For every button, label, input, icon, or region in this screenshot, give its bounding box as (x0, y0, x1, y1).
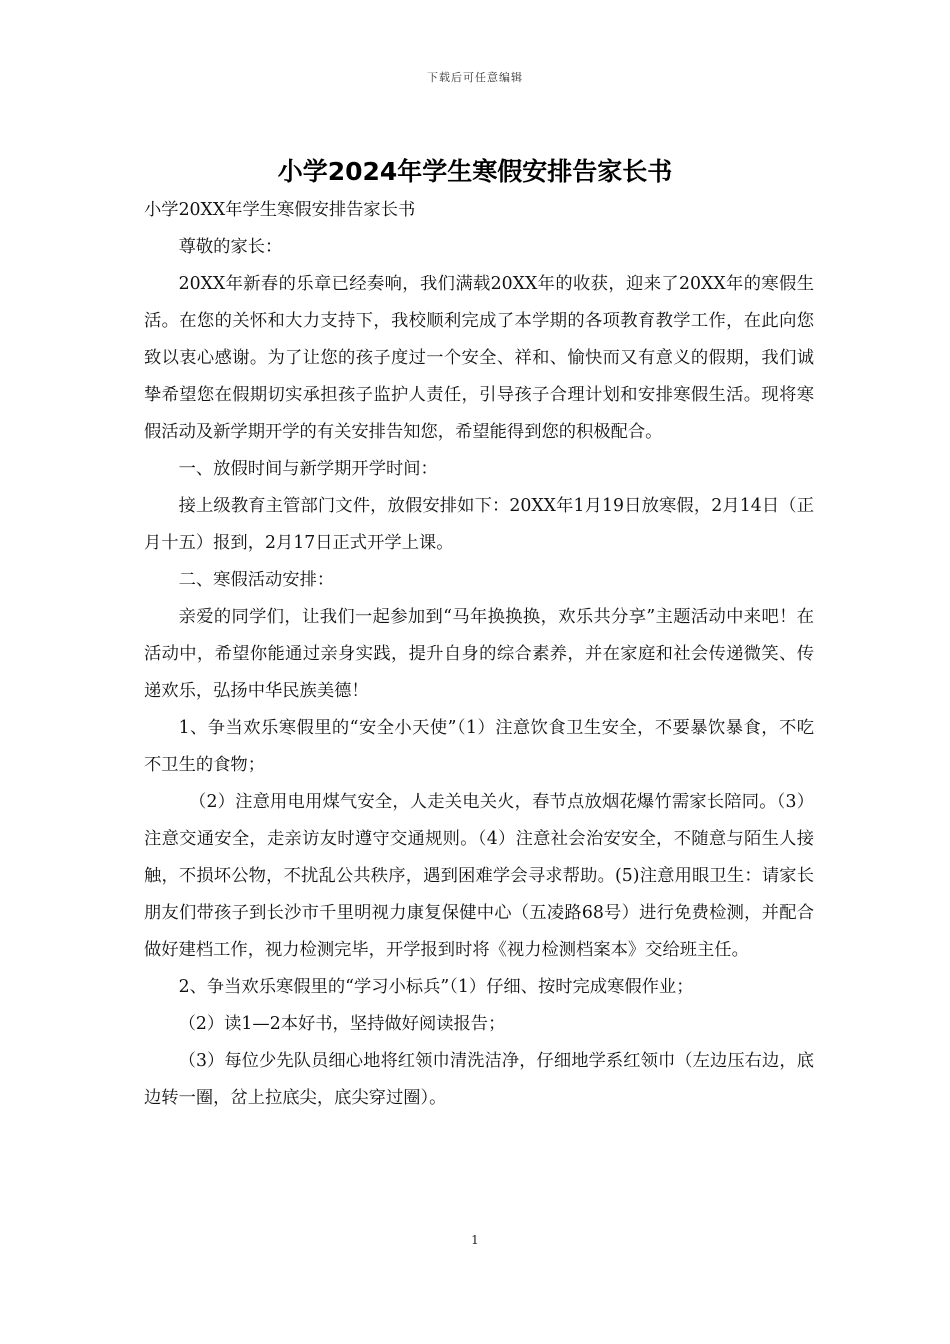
document-title: 小学2024年学生寒假安排告家长书 (277, 157, 673, 186)
page-number: 1 (471, 1233, 479, 1247)
intro-paragraph: 20XX年新春的乐章已经奏响，我们满载20XX年的收获，迎来了20XX年的寒假生活。在您的关怀和大力支持下，我校顺利完成了本学期的各项教育教学工作，在此向您致以衷心感谢。为了让您的孩子度过一个安全、祥和、愉快而又有意义的假期，我们诚挚希望您在假期切实承担孩子监护人责任，引导孩子合理计划和安排寒假生活。现将寒假活动及新学期开学的有关安排告知您，希望能得到您的积极配合。 (144, 274, 814, 442)
subtitle-paragraph: 小学20XX年学生寒假安排告家长书 (144, 200, 416, 220)
section-heading-1: 一、放假时间与新学期开学时间： (178, 459, 438, 479)
study-item-3: （3）每位少先队员细心地将红领巾清洗洁净，仔细地学系红领巾（左边压右边，底边转一圈，岔上拉底尖，底尖穿过圈）。 (144, 1051, 814, 1108)
header-note: 下载后可任意编辑 (427, 71, 523, 84)
document-body (144, 192, 814, 1117)
schedule-paragraph: 接上级教育主管部门文件，放假安排如下：20XX年1月19日放寒假，2月14日（正月十五）报到，2月17日正式开学上课。 (144, 496, 814, 553)
section-heading-2: 二、寒假活动安排： (178, 570, 335, 590)
safety-item-1: 1、争当欢乐寒假里的“安全小天使”（1）注意饮食卫生安全，不要暴饮暴食，不吃不卫生的食物； (144, 718, 814, 775)
study-item-1: 2、争当欢乐寒假里的“学习小标兵”（1）仔细、按时完成寒假作业； (178, 977, 694, 997)
salutation: 尊敬的家长： (178, 237, 283, 257)
study-item-2: （2）读1—2本好书，坚持做好阅读报告； (178, 1014, 506, 1034)
safety-items-2-5: （2）注意用电用煤气安全，人走关电关火，春节点放烟花爆竹需家长陪同。（3）注意交通安全，走亲访友时遵守交通规则。（4）注意社会治安安全，不随意与陌生人接触，不损坏公物，不扰乱公共秩序，遇到困难学会寻求帮助。(5)注意用眼卫生：请家长朋友们带孩子到长沙市千里明视力康复保健中心（五凌路68号）进行免费检测，并配合做好建档工作，视力检测完毕，开学报到时将《视力检测档案本》交给班主任。 (144, 792, 814, 960)
activity-intro-paragraph: 亲爱的同学们，让我们一起参加到“马年换换换，欢乐共分享”主题活动中来吧！在活动中，希望你能通过亲身实践，提升自身的综合素养，并在家庭和社会传递微笑、传递欢乐，弘扬中华民族美德！ (144, 607, 814, 701)
